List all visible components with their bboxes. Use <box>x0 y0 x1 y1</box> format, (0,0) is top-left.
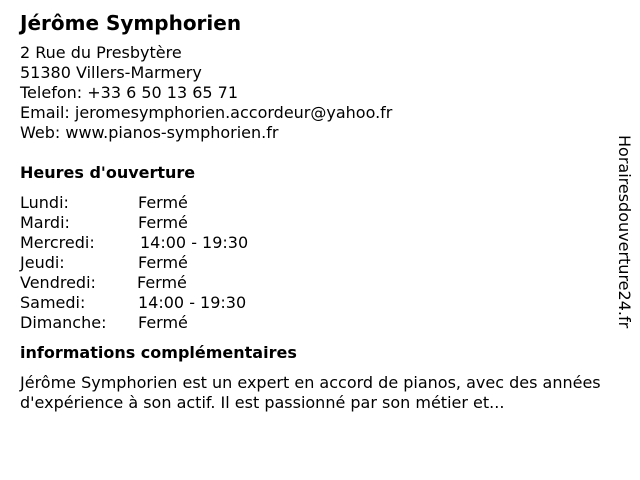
hours-day-label: Lundi: <box>20 193 69 212</box>
hours-row-thursday <box>20 253 610 273</box>
hours-row-monday <box>20 193 610 213</box>
info-text: Jérôme Symphorien est un expert en accord de pianos, avec des années d'expérience à son actif. Il est passionné par son métier et... <box>20 373 601 412</box>
hours-day-label: Samedi: <box>20 293 86 312</box>
web-line: Web: www.pianos-symphorien.fr <box>20 123 279 142</box>
hours-day-label: Jeudi: <box>20 253 65 272</box>
hours-day-label: Mercredi: <box>20 233 95 252</box>
business-card <box>20 10 610 413</box>
email-line: Email: jeromesymphorien.accordeur@yahoo.fr <box>20 103 393 122</box>
hours-day-label: Mardi: <box>20 213 70 232</box>
info-heading: informations complémentaires <box>20 343 297 362</box>
hours-value: Fermé <box>137 273 187 292</box>
hours-row-wednesday <box>20 233 610 253</box>
hours-row-tuesday <box>20 213 610 233</box>
watermark-text: Horairesdouverture24.fr <box>615 135 634 329</box>
hours-day-label: Vendredi: <box>20 273 96 292</box>
business-name: Jérôme Symphorien <box>20 11 242 35</box>
hours-value: Fermé <box>138 213 188 232</box>
hours-row-sunday <box>20 313 610 333</box>
hours-day-label: Dimanche: <box>20 313 107 332</box>
address-street: 2 Rue du Presbytère <box>20 43 182 62</box>
address-city: 51380 Villers-Marmery <box>20 63 202 82</box>
hours-value: Fermé <box>138 253 188 272</box>
hours-table <box>20 193 610 333</box>
phone-line: Telefon: +33 6 50 13 65 71 <box>20 83 239 102</box>
hours-row-saturday <box>20 293 610 313</box>
hours-heading: Heures d'ouverture <box>20 163 196 182</box>
hours-value: 14:00 - 19:30 <box>140 233 249 252</box>
hours-value: 14:00 - 19:30 <box>138 293 247 312</box>
hours-value: Fermé <box>138 193 188 212</box>
hours-value: Fermé <box>138 313 188 332</box>
hours-row-friday <box>20 273 610 293</box>
